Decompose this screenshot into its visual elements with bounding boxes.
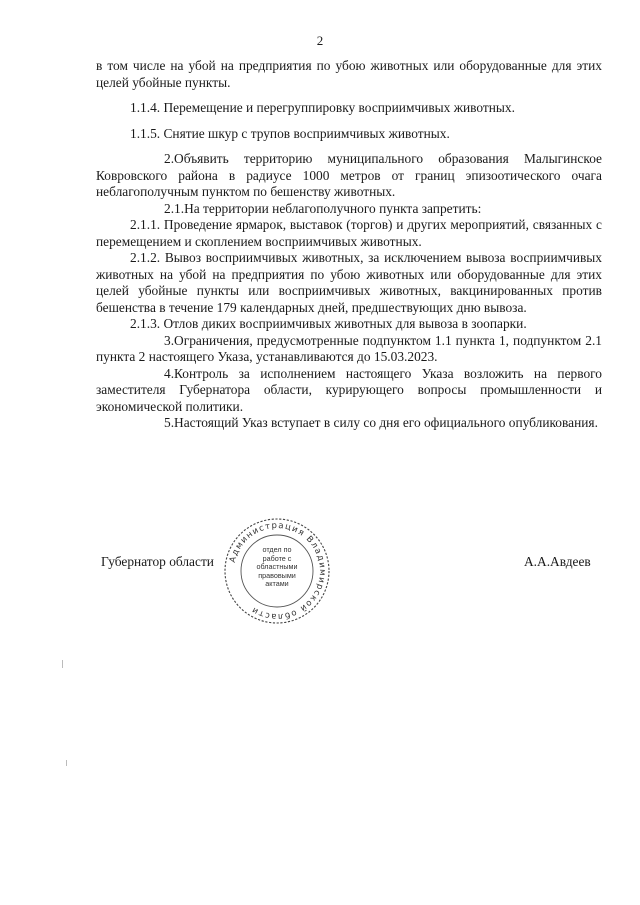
signatory-position: Губернатор области — [101, 554, 214, 569]
scan-speck — [62, 660, 63, 668]
paragraph-2: 2.Объявить территорию муниципального образования Малыгинское Ковровского района в радиусе 1000 метров от границ эпизоотического очага неблагополучным пунктом по бешенству животных. — [96, 151, 602, 199]
paragraph-2-1-3: 2.1.3. Отлов диких восприимчивых животных для вывоза в зоопарки. — [130, 316, 527, 331]
paragraph-number: 4. — [164, 365, 175, 381]
document-body — [96, 58, 602, 432]
paragraph-number: 3. — [164, 332, 175, 348]
stamp-ring-text: Администрация Владимирской области — [227, 520, 328, 622]
paragraph-number: 5. — [164, 415, 175, 430]
paragraph-2-1-1: 2.1.1. Проведение ярмарок, выставок (торгов) и других мероприятий, связанных с перемещением и скоплением восприимчивых животных. — [96, 217, 602, 249]
paragraph-1-1-4: 1.1.4. Перемещение и перегруппировку восприимчивых животных. — [130, 100, 515, 115]
paragraph-number: 2. — [164, 151, 175, 166]
paragraph-1-1-5: 1.1.5. Снятие шкур с трупов восприимчивых животных. — [130, 125, 450, 141]
paragraph-number: 2.1. — [164, 200, 185, 216]
scan-speck — [66, 760, 67, 766]
paragraph-2-1-2: 2.1.2. Вывоз восприимчивых животных, за исключением вывоза восприимчивых животных на убой на предприятия по убою животных или оборудованные для этих целей убойные пункты или восприимчивых животных, вакцинированных против бешенства в течение 179 календарных дней, предшествующих дню вывоза. — [96, 250, 602, 315]
paragraph-5: 5.Настоящий Указ вступает в силу со дня его официального опубликования. — [96, 415, 602, 432]
paragraph-4: 4.Контроль за исполнением настоящего Указа возложить на первого заместителя Губернатора области, курирующего вопросы промышленности и экономической политики. — [96, 365, 602, 414]
paragraph-3: 3.Ограничения, предусмотренные подпунктом 1.1 пункта 1, подпунктом 2.1 пункта 2 настоящего Указа, устанавливаются до 15.03.2023. — [96, 332, 602, 364]
signatory-name: А.А.Авдеев — [524, 554, 591, 569]
stamp-inner-text: отдел по работе с областными правовыми актами — [256, 545, 298, 589]
page-number: 2 — [316, 33, 324, 48]
paragraph-2-1: 2.1.На территории неблагополучного пункта запретить: — [96, 201, 602, 218]
paragraph-continuation: в том числе на убой на предприятия по убою животных или оборудованные для этих целей убойные пункты. — [96, 58, 602, 90]
official-stamp — [222, 516, 332, 626]
